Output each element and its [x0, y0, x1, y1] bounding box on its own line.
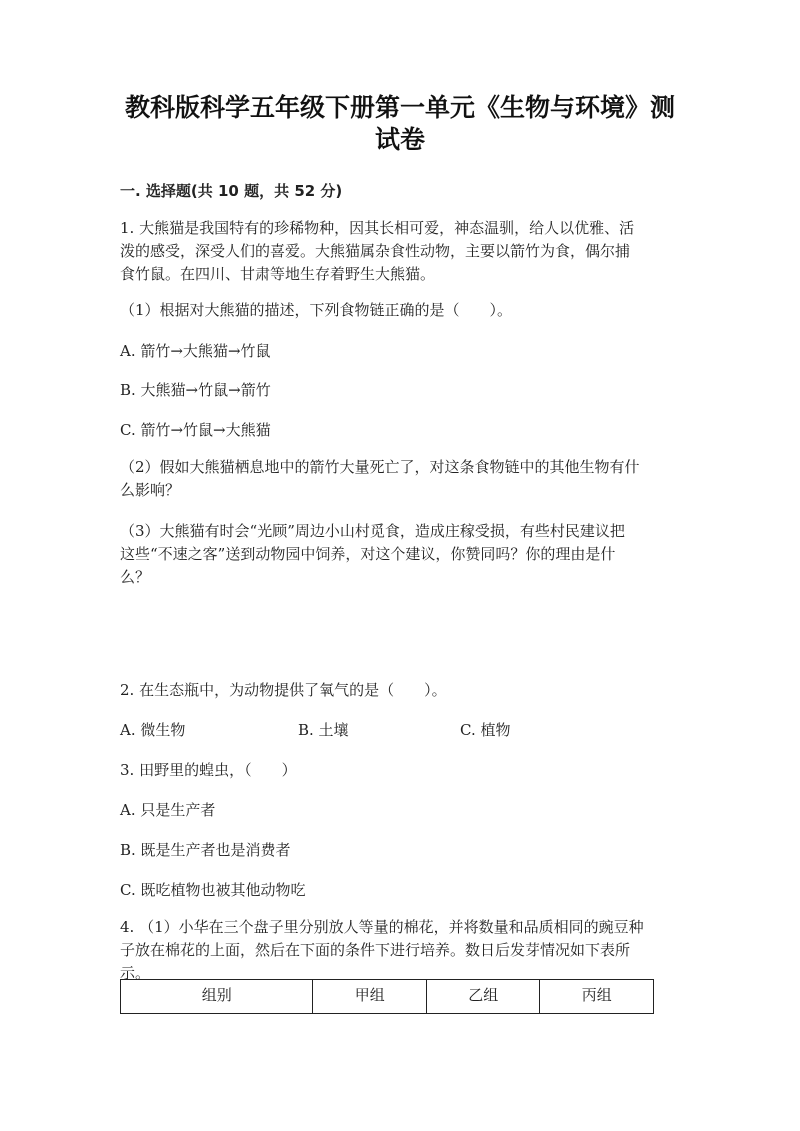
q4-intro	[120, 916, 682, 985]
q1-intro-line: 1. 大熊猫是我国特有的珍稀物种，因其长相可爱，神态温驯，给人以优雅、活	[120, 219, 635, 237]
title-line-1: 教科版科学五年级下册第一单元《生物与环境》测	[124, 93, 675, 122]
q4-intro-line: 示。	[120, 964, 151, 982]
q2-option-b[interactable]: B. 土壤	[298, 721, 349, 739]
q3-stem: 3. 田野里的蝗虫，（ ）	[120, 761, 297, 779]
q1-intro-line: 泼的感受，深受人们的喜爱。大熊猫属杂食性动物，主要以箭竹为食，偶尔捕	[120, 242, 631, 260]
q1-sub3-line: 这些“不速之客”送到动物园中饲养，对这个建议，你赞同吗？你的理由是什	[120, 545, 616, 563]
q1-sub3	[120, 520, 682, 589]
q3-option-a[interactable]: A. 只是生产者	[120, 801, 216, 819]
table-row	[121, 980, 654, 1014]
q2-stem: 2. 在生态瓶中，为动物提供了氧气的是（ ）。	[120, 681, 447, 699]
q3-option-b[interactable]: B. 既是生产者也是消费者	[120, 841, 291, 859]
q1-intro	[120, 217, 682, 286]
q4-table	[120, 979, 654, 1014]
q4-intro-line: 4. （1）小华在三个盘子里分别放人等量的棉花，并将数量和品质相同的豌豆种	[120, 918, 644, 936]
section-heading: 一. 选择题(共 10 题，共 52 分)	[120, 182, 343, 200]
table-header-yi: 乙组	[426, 980, 540, 1014]
q4-intro-line: 子放在棉花的上面，然后在下面的条件下进行培养。数日后发芽情况如下表所	[120, 941, 631, 959]
q1-option-b[interactable]: B. 大熊猫→竹鼠→箭竹	[120, 381, 271, 399]
q1-sub2	[120, 456, 682, 502]
q1-sub3-line: （3）大熊猫有时会“光顾”周边小山村觅食，造成庄稼受损，有些村民建议把	[120, 522, 625, 540]
q1-option-a[interactable]: A. 箭竹→大熊猫→竹鼠	[120, 342, 271, 360]
title-line-2: 试卷	[374, 125, 425, 154]
table-header-bing: 丙组	[540, 980, 654, 1014]
q1-intro-line: 食竹鼠。在四川、甘肃等地生存着野生大熊猫。	[120, 265, 436, 283]
q2-option-a[interactable]: A. 微生物	[120, 721, 186, 739]
page-title	[110, 92, 690, 156]
q1-sub1-stem: （1）根据对大熊猫的描述，下列食物链正确的是（ ）。	[120, 301, 513, 319]
q1-option-c[interactable]: C. 箭竹→竹鼠→大熊猫	[120, 421, 271, 439]
q1-sub2-line: （2）假如大熊猫栖息地中的箭竹大量死亡了，对这条食物链中的其他生物有什	[120, 458, 640, 476]
q1-sub3-line: 么？	[120, 568, 151, 586]
table-header-jia: 甲组	[313, 980, 427, 1014]
q3-option-c[interactable]: C. 既吃植物也被其他动物吃	[120, 881, 306, 899]
q1-sub2-line: 么影响？	[120, 481, 181, 499]
table-header-group: 组别	[121, 980, 313, 1014]
q2-option-c[interactable]: C. 植物	[460, 721, 511, 739]
